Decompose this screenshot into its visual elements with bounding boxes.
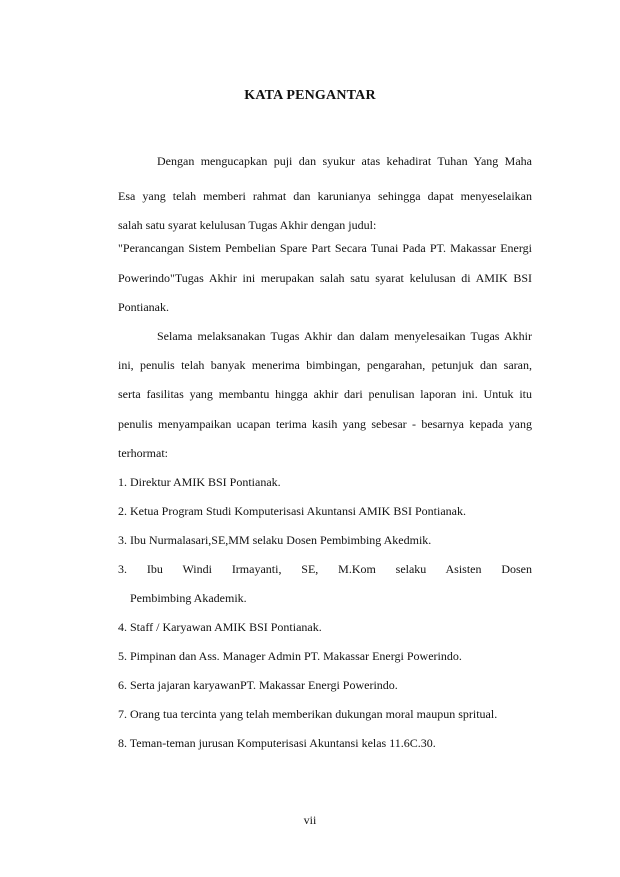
list-item: 2. Ketua Program Studi Komputerisasi Akuntansi AMIK BSI Pontianak. (118, 504, 466, 518)
paragraph-2-line-2: Pontianak. (118, 300, 169, 314)
list-item: 6. Serta jajaran karyawanPT. Makassar Energi Powerindo. (118, 678, 398, 692)
list-item: 3. Ibu Windi Irmayanti, SE, M.Kom selaku Asisten Dosen (118, 562, 532, 576)
list-item: 3. Ibu Nurmalasari,SE,MM selaku Dosen Pembimbing Akedmik. (118, 533, 432, 547)
list-item: 1. Direktur AMIK BSI Pontianak. (118, 475, 281, 489)
thesis-title-line: "Perancangan Sistem Pembelian Spare Part Secara Tunai Pada PT. Makassar Energi (118, 241, 532, 255)
paragraph-3-line-5: terhormat: (118, 446, 168, 460)
paragraph-3-line-1: Selama melaksanakan Tugas Akhir dan dalam menyelesaikan Tugas Akhir (157, 329, 532, 343)
list-item: 8. Teman-teman jurusan Komputerisasi Akuntansi kelas 11.6C.30. (118, 736, 436, 750)
paragraph-3-line-4: penulis menyampaikan ucapan terima kasih yang sebesar - besarnya kepada yang (118, 417, 532, 431)
paragraph-1-line-2: Esa yang telah memberi rahmat dan karunianya sehingga dapat menyeselaikan (118, 189, 532, 203)
page-title: KATA PENGANTAR (244, 88, 376, 103)
paragraph-1-line-3: salah satu syarat kelulusan Tugas Akhir dengan judul: (118, 218, 377, 232)
list-item: 7. Orang tua tercinta yang telah memberikan dukungan moral maupun spritual. (118, 707, 498, 721)
list-item-continuation: Pembimbing Akademik. (130, 591, 247, 605)
paragraph-1-line-1: Dengan mengucapkan puji dan syukur atas kehadirat Tuhan Yang Maha (157, 154, 532, 168)
paragraph-3-line-3: serta fasilitas yang membantu hingga akhir dari penulisan laporan ini. Untuk itu (118, 387, 532, 401)
list-item: 5. Pimpinan dan Ass. Manager Admin PT. Makassar Energi Powerindo. (118, 649, 462, 663)
list-item: 4. Staff / Karyawan AMIK BSI Pontianak. (118, 620, 322, 634)
paragraph-3-line-2: ini, penulis telah banyak menerima bimbingan, pengarahan, petunjuk dan saran, (118, 358, 532, 372)
paragraph-2-line-1: Powerindo"Tugas Akhir ini merupakan salah satu syarat kelulusan di AMIK BSI (118, 271, 532, 285)
page-number: vii (303, 813, 317, 827)
